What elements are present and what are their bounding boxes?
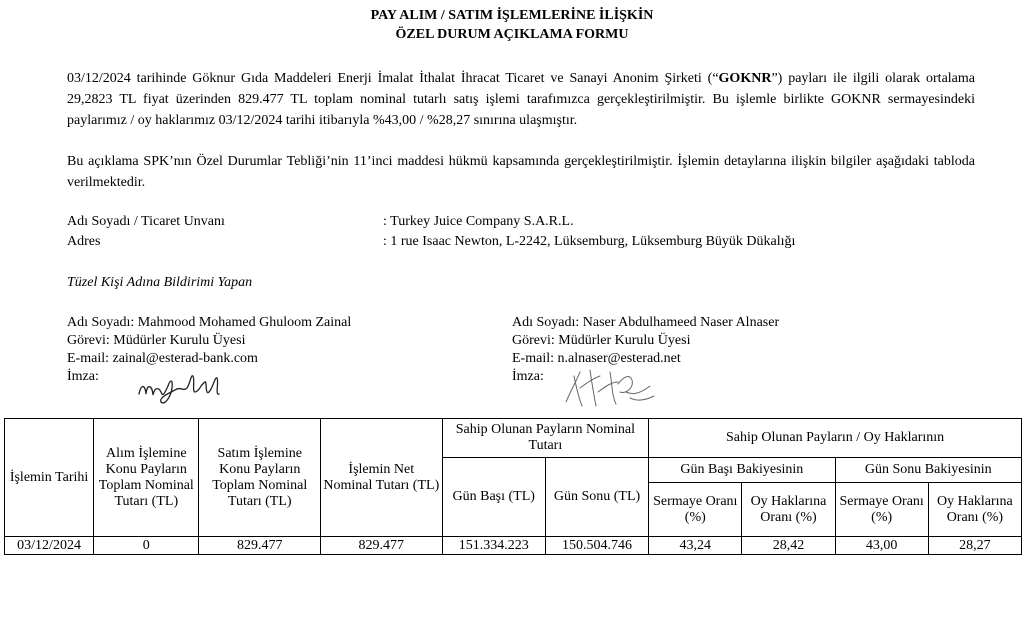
company-name-label: Adı Soyadı / Ticaret Unvanı [67,214,225,229]
signer2-name: Adı Soyadı: Naser Abdulhameed Naser Alnaser [512,315,780,330]
address-value: : 1 rue Isaac Newton, L-2242, Lüksemburg, Lüksemburg Büyük Dükalığı [383,234,796,249]
transaction-table [4,418,1022,555]
signer1-email: E-mail: zainal@esterad-bank.com [67,351,258,366]
signer2-role: Görevi: Müdürler Kurulu Üyesi [512,333,691,348]
signer1-signature-label: İmza: [67,369,99,384]
signer1-name: Adı Soyadı: Mahmood Mohamed Ghuloom Zainal [67,315,352,330]
header-end-of-day: Gün Sonu (TL) [545,458,648,537]
cell-start-vote: 28,42 [742,537,835,555]
header-start-vote-ratio: Oy Haklarına Oranı (%) [742,483,835,537]
header-end-balance: Gün Sonu Bakiyesinin [835,458,1021,483]
form-title-line2: ÖZEL DURUM AÇIKLAMA FORMU [395,27,629,42]
cell-end-nominal: 150.504.746 [545,537,648,555]
header-end-capital-ratio: Sermaye Oranı (%) [835,483,928,537]
header-start-balance: Gün Başı Bakiyesinin [649,458,835,483]
paragraph-text: ”) payları ile ilgili olarak ortalama 29,2823 TL fiyat üzerinden 829.477 TL toplam nominal tutarlı satış işlemi tarafımızca gerçekleştirilmiştir. Bu işlemle birlikte GOKNR sermayesindeki paylarımız / oy haklarımız 03/12/2024 tarihi itibarıyla %43,00 / %28,27 sınırına ulaşmıştır. [67,71,975,128]
header-buy-nominal: Alım İşlemine Konu Payların Toplam Nominal Tutarı (TL) [94,419,199,537]
signature-image-2 [560,362,660,412]
transaction-paragraph [67,68,975,131]
cell-start-capital: 43,24 [649,537,742,555]
header-net-nominal: İşlemin Net Nominal Tutarı (TL) [321,419,443,537]
cell-net: 829.477 [321,537,443,555]
legal-basis-paragraph: Bu açıklama SPK’nın Özel Durumlar Tebliği’nin 11’inci maddesi hükmü kapsamında gerçekleştirilmiştir. İşlemin detaylarına ilişkin bilgiler aşağıdaki tabloda verilmektedir. [67,154,975,190]
cell-end-vote: 28,27 [928,537,1021,555]
header-transaction-date: İşlemin Tarihi [5,419,94,537]
cell-buy: 0 [94,537,199,555]
header-start-of-day: Gün Başı (TL) [442,458,545,537]
header-sell-nominal: Satım İşlemine Konu Payların Toplam Nominal Tutarı (TL) [199,419,321,537]
header-start-capital-ratio: Sermaye Oranı (%) [649,483,742,537]
company-name-value: : Turkey Juice Company S.A.R.L. [383,214,574,229]
notifier-heading: Tüzel Kişi Adına Bildirimi Yapan [67,275,253,290]
header-owned-nominal: Sahip Olunan Payların Nominal Tutarı [442,419,649,458]
cell-date: 03/12/2024 [5,537,94,555]
ticker-bold: GOKNR [718,71,772,86]
signer2-email: E-mail: n.alnaser@esterad.net [512,351,681,366]
header-owned-shares-votes: Sahip Olunan Payların / Oy Haklarının [649,419,1022,458]
paragraph-text: 03/12/2024 tarihinde Göknur Gıda Maddeleri Enerji İmalat İthalat İhracat Ticaret ve Sanayi Anonim Şirketi (“ [67,71,719,86]
address-label: Adres [67,234,101,249]
signer2-signature-label: İmza: [512,369,544,384]
header-end-vote-ratio: Oy Haklarına Oranı (%) [928,483,1021,537]
signature-image-1 [135,362,225,412]
cell-start-nominal: 151.334.223 [442,537,545,555]
table-row [5,537,1022,555]
cell-sell: 829.477 [199,537,321,555]
form-title-line1: PAY ALIM / SATIM İŞLEMLERİNE İLİŞKİN [370,8,654,23]
signer1-role: Görevi: Müdürler Kurulu Üyesi [67,333,246,348]
cell-end-capital: 43,00 [835,537,928,555]
